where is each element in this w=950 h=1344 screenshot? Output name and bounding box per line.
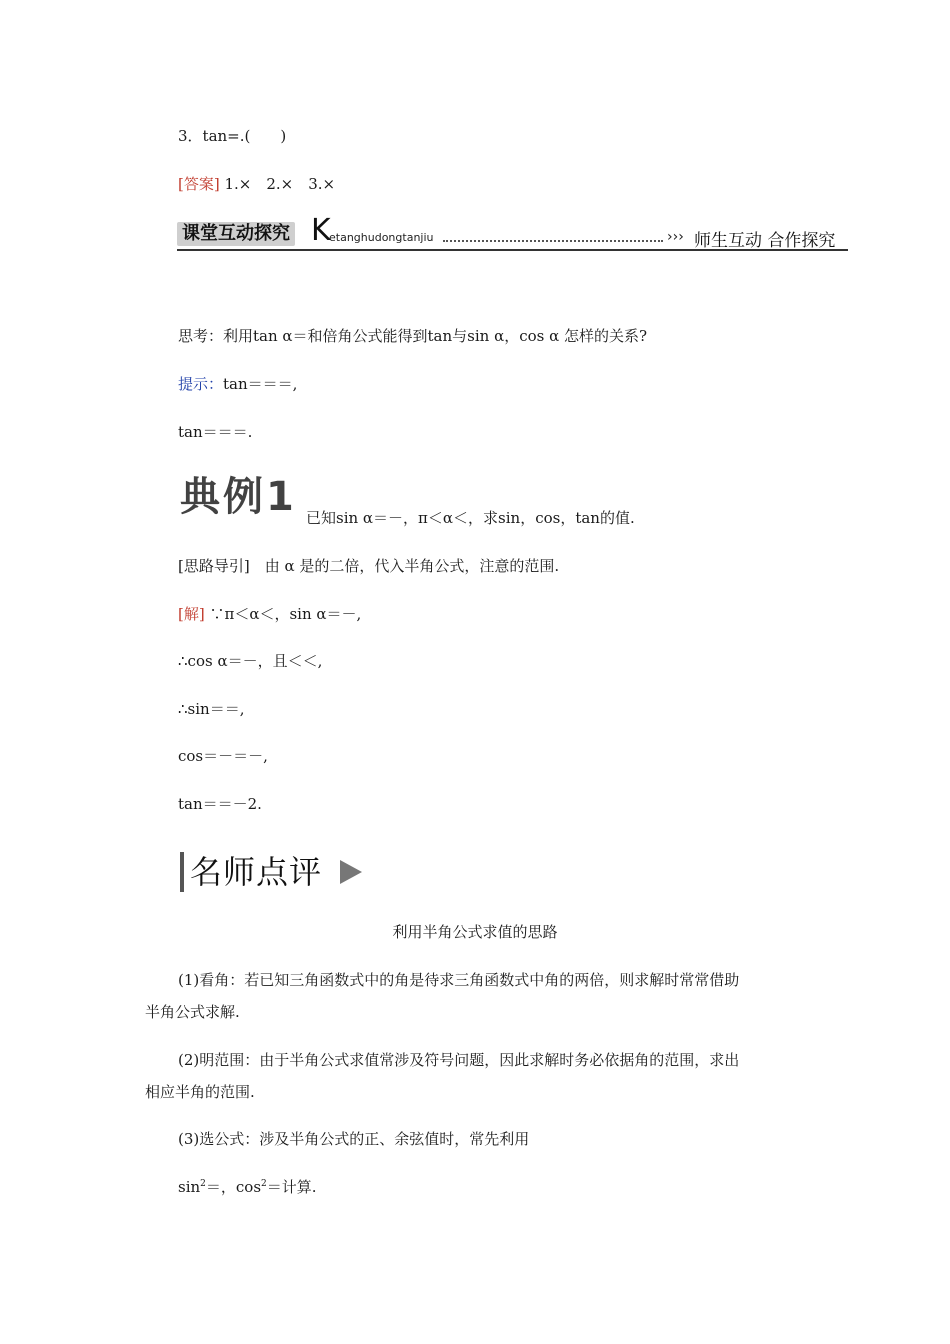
banner-rule: [177, 249, 848, 251]
formula-sup-2: 2: [261, 1179, 267, 1189]
review-p2-b: 相应半角的范围.: [145, 1083, 255, 1101]
banner-title: 课堂互动探究: [177, 222, 295, 246]
hint-line: [178, 374, 297, 394]
review-p2-a: (2)明范围：由于半角公式求值常涉及符号问题，因此求解时务必依据角的范围，求出: [178, 1051, 740, 1069]
formula-end: ＝计算.: [266, 1178, 317, 1196]
answer-text: 1.× 2.× 3.×: [219, 175, 336, 193]
banner-dotted-line: [443, 240, 663, 242]
review-bar: [180, 852, 184, 892]
solution-step-5: tan＝＝－2.: [178, 795, 262, 813]
answer-label: [答案]: [178, 175, 220, 193]
review-p1-a: (1)看角：若已知三角函数式中的角是待求三角函数式中角的两倍，则求解时常常借助: [178, 971, 740, 989]
solution-step-4: cos＝－＝－,: [178, 747, 268, 765]
hint-label: 提示：: [178, 375, 224, 393]
section-banner: [177, 213, 848, 252]
thinking-guide: [思路导引] 由 α 是的二倍，代入半角公式，注意的范围.: [178, 557, 560, 575]
formula-sup-1: 2: [200, 1179, 206, 1189]
answer-line: [178, 174, 335, 194]
formula-cos: ＝，cos: [205, 1178, 262, 1196]
solution-step-1: ∵π＜α＜，sin α＝－,: [204, 605, 362, 623]
chevrons-icon: ›››: [667, 229, 684, 245]
question-3: 3．tan=.( ): [178, 127, 287, 145]
hint-line-2: tan＝＝＝.: [178, 423, 253, 441]
banner-k-letter: K: [311, 213, 331, 248]
review-p3-a: (3)选公式：涉及半角公式的正、余弦值时，常先利用: [178, 1130, 530, 1148]
banner-pinyin: etanghudongtanjiu: [329, 231, 434, 244]
hint-text: tan＝＝＝,: [223, 375, 298, 393]
play-triangle-icon: [340, 860, 362, 884]
banner-subtitle: 师生互动 合作探究: [694, 231, 836, 251]
formula-sin: sin: [178, 1178, 201, 1196]
review-p1-b: 半角公式求解.: [145, 1003, 240, 1021]
example-title: 典例1: [180, 474, 297, 520]
review-subtitle: 利用半角公式求值的思路: [392, 923, 558, 941]
review-p3-b: [178, 1177, 317, 1197]
solution-line-1: [178, 604, 361, 624]
review-title: 名师点评: [190, 853, 323, 891]
solution-step-2: ∴cos α＝－，且＜＜,: [178, 652, 323, 670]
think-question: 思考：利用tan α＝和倍角公式能得到tan与sin α，cos α 怎样的关系?: [178, 327, 648, 345]
solution-step-3: ∴sin＝＝,: [178, 700, 245, 718]
solution-label: [解]: [178, 605, 205, 623]
example-problem: 已知sin α＝－，π＜α＜，求sin，cos，tan的值.: [306, 509, 635, 527]
